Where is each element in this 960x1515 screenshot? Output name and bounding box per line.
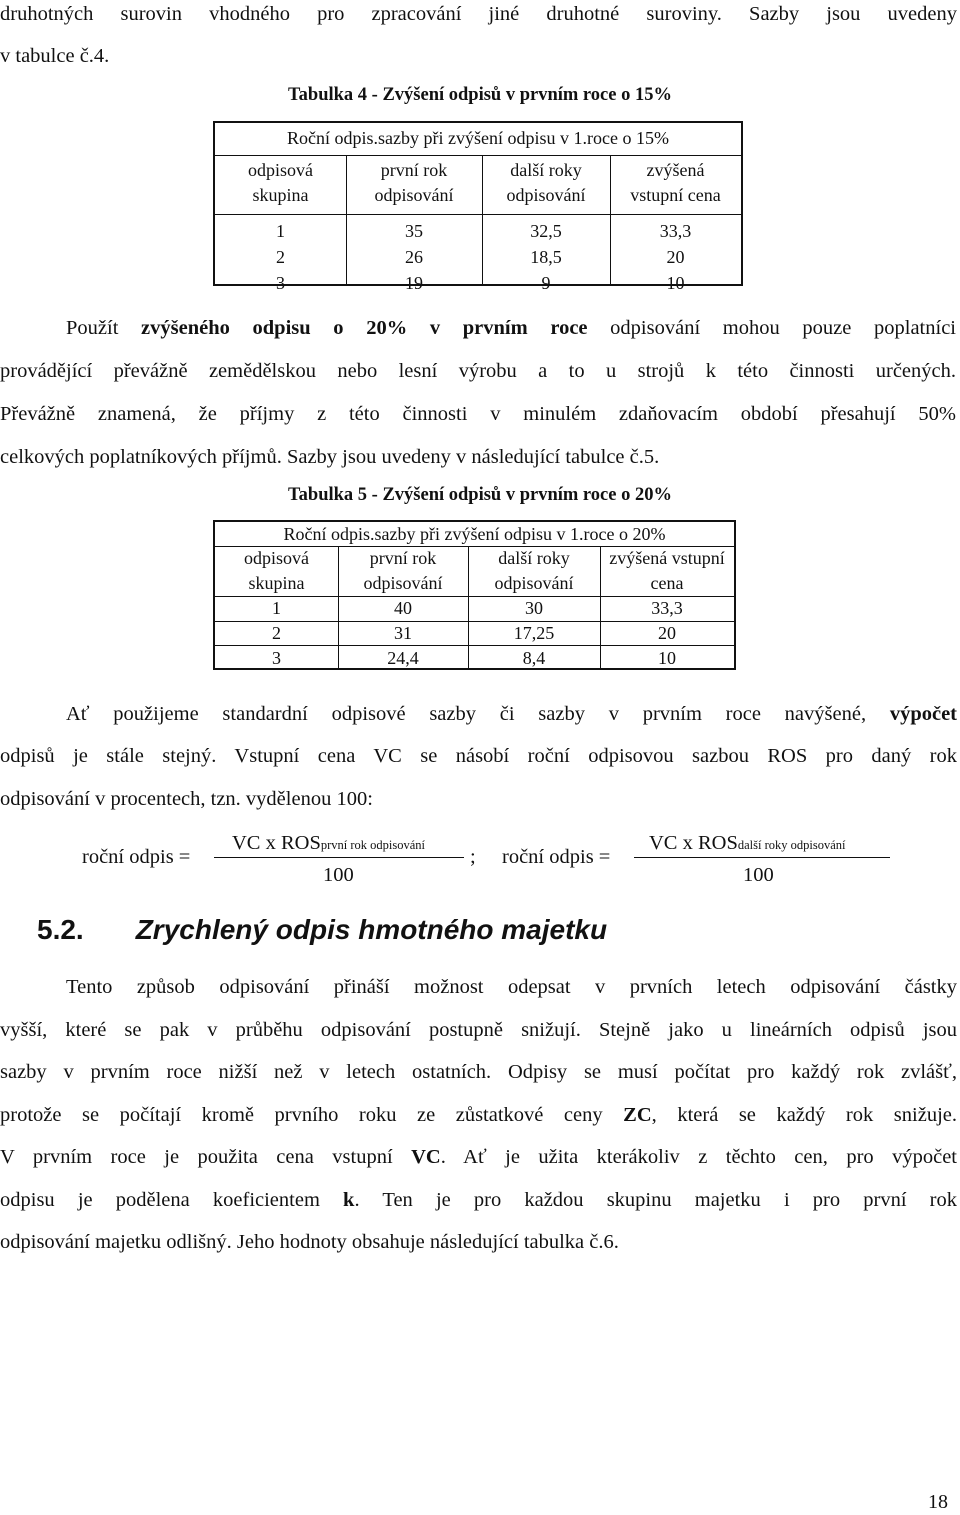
header-text: odpisová [248,160,313,180]
text: Ať použijeme standardní odpisové sazby či sazby v prvním roce navýšené, [66,703,890,725]
table-4-title: Roční odpis.sazby při zvýšení odpisu v 1.roce o 15% [215,123,741,156]
table-5-title: Roční odpis.sazby při zvýšení odpisu v 1.roce o 20% [215,522,734,547]
formula-denominator-1: 100 [323,864,354,886]
table-5-col-skupina [215,546,338,668]
para3-line-2: vyšší, které se pak v průběhu odpisování postupně snižují. Stejně jako u lineárních odpisů jsou [0,1019,957,1041]
table-5-col-dalsi-roky [468,546,600,668]
header-text: zvýšená vstupní [609,548,725,568]
cell: 18,5 [530,247,562,267]
para1-line-4: celkových poplatníkových příjmů. Sazby jsou uvedeny v následující tabulce č.5. [0,446,660,468]
header-text: další roky [510,160,582,180]
header-text: odpisování [374,185,454,205]
cell: 35 [405,221,423,241]
section-title: Zrychlený odpis hmotného majetku [135,914,608,945]
cell: 40 [394,598,412,618]
text: V prvním roce je použita cena vstupní [0,1146,412,1168]
header-text: odpisování [363,573,443,593]
para1-line-3: Převážně znamená, že příjmy z této činnosti v minulém zdaňovacím období přesahují 50% [0,403,956,425]
header-text: skupina [248,573,305,593]
intro-line-2: v tabulce č.4. [0,45,110,67]
table-4-col-prvni-rok [346,155,482,293]
table-4 [213,121,743,293]
formula-denominator-2: 100 [743,864,774,886]
fraction-bar-1 [214,857,464,858]
para2-line-2: odpisů je stále stejný. Vstupní cena VC se násobí roční odpisovou sazbou ROS pro daný rok [0,745,957,767]
para2-line-1 [66,703,957,726]
formula-left-label: roční odpis = [82,846,191,868]
cell: 17,25 [513,623,555,643]
cell: 32,5 [530,221,562,241]
bold-text: zvýšeného odpisu o 20% v prvním roce [141,317,588,339]
cell: 33,3 [651,598,683,618]
text: Použít [66,317,142,339]
section-heading [37,914,607,946]
table-5 [213,520,736,670]
table-4-col-zvysena [610,155,741,293]
table-5-col-prvni-rok [338,546,468,668]
table-4-col-dalsi-roky [482,155,610,293]
cell: 9 [541,273,551,293]
text: , která se každý rok snižuje. [651,1104,957,1126]
cell: 8,4 [522,648,546,668]
fraction-bar-2 [634,857,890,858]
cell: 2 [272,623,281,643]
header-text: cena [650,573,684,593]
header-text: další roky [498,548,570,568]
page-number: 18 [928,1491,948,1513]
para1-line-2: provádějící převážně zemědělskou nebo lesní výrobu a to u strojů k této činnosti určených. [0,360,956,382]
text: . Ten je pro každou skupinu majetku i pro první rok [354,1189,957,1211]
para3-line-7: odpisování majetku odlišný. Jeho hodnoty obsahuje následující tabulka č.6. [0,1231,619,1253]
text: protože se počítají kromě prvního roku ze zůstatkové ceny [0,1104,624,1126]
cell: 1 [272,598,281,618]
formula-right-label: roční odpis = [502,846,611,868]
cell: 19 [405,273,423,293]
cell: 10 [658,648,676,668]
text: VC x ROS [649,832,738,854]
header-text: zvýšená [646,160,705,180]
header-text: odpisování [506,185,586,205]
formula-numerator-1 [232,832,425,855]
text: . Ať je užita kterákoliv z těchto cen, pro výpočet [440,1146,957,1168]
header-text: odpisová [244,548,309,568]
cell: 3 [272,648,281,668]
text: VC x ROS [232,832,321,854]
cell: 20 [658,623,676,643]
bold-text: k [343,1189,355,1211]
cell: 30 [525,598,543,618]
header-text: první rok [369,548,437,568]
bold-text: výpočet [889,703,957,725]
text: odpisování mohou pouze poplatníci [587,317,956,339]
intro-line-1: druhotných surovin vhodného pro zpracování jiné druhotné suroviny. Sazby jsou uvedeny [0,3,957,25]
header-text: skupina [252,185,309,205]
table-5-caption: Tabulka 5 - Zvýšení odpisů v prvním roce o 20% [288,485,672,505]
header-text: vstupní cena [630,185,721,205]
text: odpisu je podělena koeficientem [0,1189,344,1211]
formula-separator: ; [470,846,476,868]
bold-text: VC [411,1146,441,1168]
cell: 3 [276,273,285,293]
cell: 33,3 [659,221,692,241]
para1-line-1 [66,317,956,340]
cell: 24,4 [387,648,419,668]
section-number: 5.2. [37,914,84,945]
header-text: první rok [380,160,448,180]
cell: 10 [666,273,685,293]
formula-numerator-2 [649,832,846,855]
table-4-caption: Tabulka 4 - Zvýšení odpisů v prvním roce o 15% [288,85,672,105]
para3-line-1: Tento způsob odpisování přináší možnost odepsat v prvních letech odpisování částky [66,976,957,998]
table-5-col-zvysena [600,546,734,668]
header-text: odpisování [494,573,574,593]
para3-line-3: sazby v prvním roce nižší než v letech ostatních. Odpisy se musí počítat pro každý rok zvlášť, [0,1061,957,1083]
cell: 1 [276,221,285,241]
para3-line-6 [0,1189,957,1212]
cell: 31 [394,623,412,643]
subscript: první rok odpisování [320,838,426,852]
para3-line-5 [0,1146,957,1169]
cell: 2 [276,247,285,267]
table-4-col-skupina [215,155,346,293]
subscript: další roky odpisování [737,838,846,852]
bold-text: ZC [623,1104,652,1126]
para2-line-3: odpisování v procentech, tzn. vydělenou 100: [0,788,373,810]
cell: 26 [405,247,423,267]
cell: 20 [666,247,685,267]
para3-line-4 [0,1104,957,1127]
